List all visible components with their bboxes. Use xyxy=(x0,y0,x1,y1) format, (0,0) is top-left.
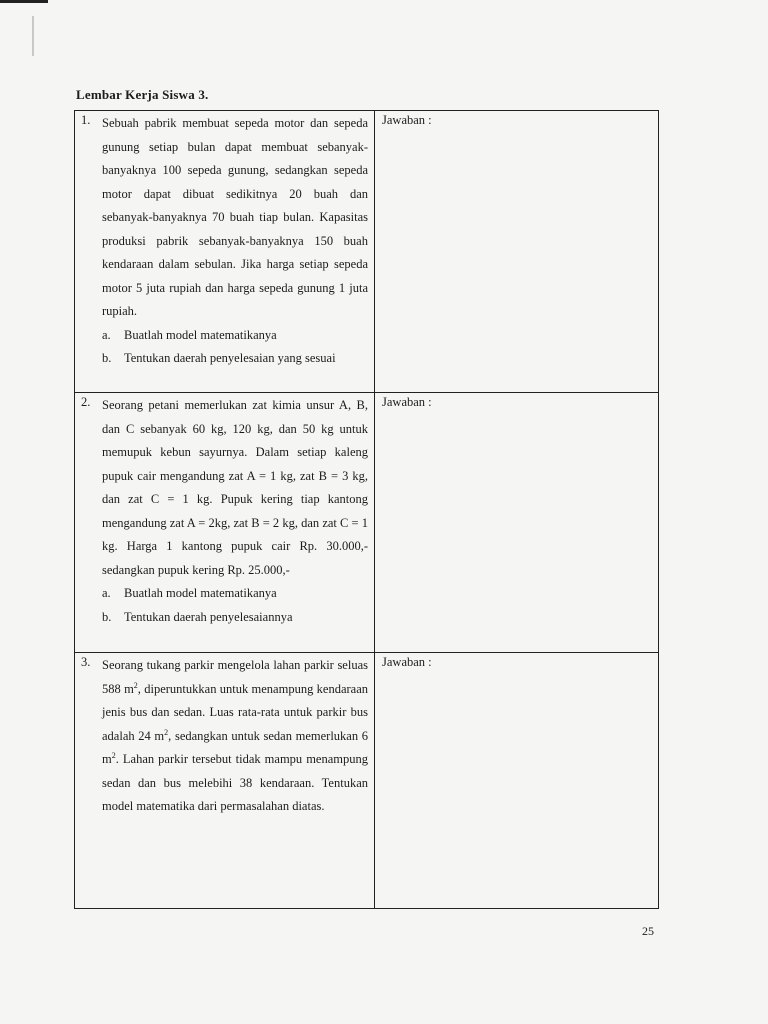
sub-question-b xyxy=(102,347,368,371)
question-number: 1. xyxy=(81,113,91,127)
question-row-1 xyxy=(75,111,659,393)
question-text-part: , diperuntukkan untuk menampung kendaraan jenis bus dan sedan. Luas rata-rata untuk parkir bus adalah 24 m xyxy=(102,681,368,743)
question-cell-2 xyxy=(75,393,375,653)
superscript: 2 xyxy=(133,680,138,690)
question-row-2 xyxy=(75,393,659,653)
question-text-part: . Lahan parkir tersebut tidak mampu menampung sedan dan bus melebihi 38 kendaraan. Tentukan model matematika dari permasalahan diatas. xyxy=(102,752,368,813)
question-text xyxy=(102,654,368,819)
question-number: 3. xyxy=(81,655,91,669)
question-text-part: , sedangkan untuk sedan memerlukan 6 m xyxy=(102,728,369,766)
worksheet-title: Lembar Kerja Siswa 3. xyxy=(76,87,209,102)
scan-margin-mark xyxy=(32,16,34,56)
answer-cell-3[interactable] xyxy=(375,653,659,909)
scan-edge-mark xyxy=(0,0,48,3)
question-number: 2. xyxy=(81,395,91,409)
sub-question-text: Buatlah model matematikanya xyxy=(124,327,277,342)
worksheet-table xyxy=(74,110,659,909)
answer-cell-1[interactable] xyxy=(375,111,659,393)
superscript: 2 xyxy=(111,750,116,760)
question-text: Seorang petani memerlukan zat kimia unsur A, B, dan C sebanyak 60 kg, 120 kg, dan 50 kg untuk memupuk kebun sayurnya. Dalam setiap kaleng pupuk cair mengandung zat A = 1 kg, zat B = 3 kg, dan zat C = 1 kg. Pupuk kering tiap kantong mengandung zat A = 2kg, zat B = 2 kg, dan zat C = 1 kg. Harga 1 kantong pupuk cair Rp. 30.000,- sedangkan pupuk kering Rp. 25.000,- xyxy=(102,398,368,577)
answer-label: Jawaban : xyxy=(382,655,432,669)
sub-question-letter: b. xyxy=(102,351,112,365)
sub-question-letter: a. xyxy=(102,586,111,600)
question-cell-1 xyxy=(75,111,375,393)
page-number: 25 xyxy=(642,924,654,938)
question-text-part: Seorang tukang parkir mengelola lahan parkir seluas 588 m xyxy=(102,658,368,696)
question-row-3 xyxy=(75,653,659,909)
answer-label: Jawaban : xyxy=(382,113,432,127)
sub-question-letter: b. xyxy=(102,609,112,624)
sub-question-text: Tentukan daerah penyelesaiannya xyxy=(124,609,293,624)
sub-question-b xyxy=(102,606,368,630)
answer-cell-2[interactable] xyxy=(375,393,659,653)
sub-question-text: Buatlah model matematikanya xyxy=(124,586,277,600)
answer-label: Jawaban : xyxy=(382,395,432,409)
superscript: 2 xyxy=(164,727,169,737)
sub-question-a xyxy=(102,324,368,348)
sub-question-letter: a. xyxy=(102,327,111,342)
sub-question-text: Tentukan daerah penyelesaian yang sesuai xyxy=(124,351,336,365)
question-cell-3 xyxy=(75,653,375,909)
sub-question-a xyxy=(102,582,368,606)
question-text: Sebuah pabrik membuat sepeda motor dan sepeda gunung setiap bulan dapat membuat sebanyak-banyaknya 100 sepeda gunung, sedangkan sepeda motor dapat dibuat sedikitnya 20 buah dan sebanyak-banyaknya 70 buah tiap bulan. Kapasitas produksi pabrik sebanyak-banyaknya 150 buah kendaraan dalam sebulan. Jika harga setiap sepeda motor 5 juta rupiah dan harga sepeda gunung 1 juta rupiah. xyxy=(102,116,368,318)
